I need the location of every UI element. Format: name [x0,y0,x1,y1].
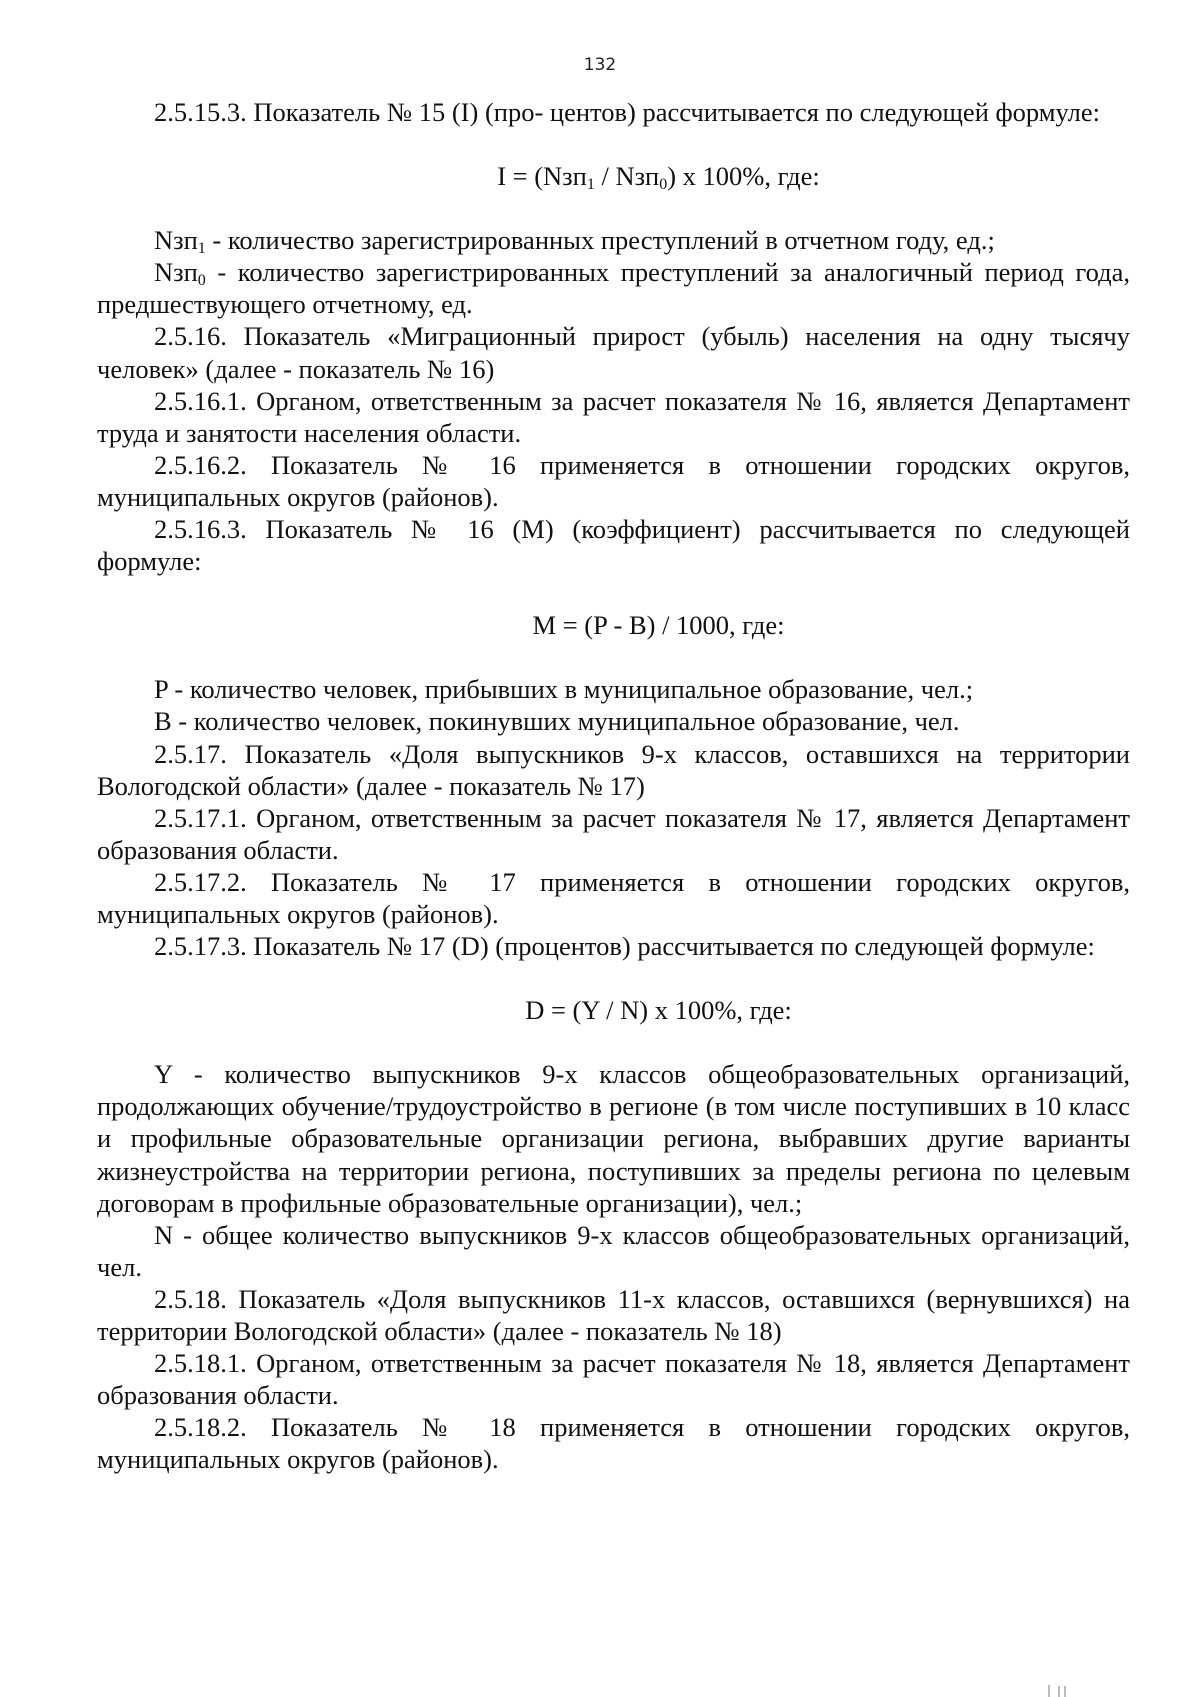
definition-p: P - количество человек, прибывших в муниципальное образование, чел.; [154,674,974,705]
definition-b: B - количество человек, покинувших муниципальное образование, чел. [154,706,960,737]
definition-y: Y - количество выпускников 9-х классов общеобразовательных организаций, продолжающих обучение/трудоустройство в регионе (в том числе поступивших в 10 класс и профильные образовательные организации региона, выбравших другие варианты жизнеустройства на территории региона, поступивших за пределы региона по целевым договорам в профильные образовательные организации), чел.; [97,1059,1130,1218]
paragraph-2-5-17: 2.5.17. Показатель «Доля выпускников 9-х классов, оставшихся на территории Вологодской области» (далее - показатель № 17) [97,738,1130,801]
paragraph-2-5-17-1: 2.5.17.1. Органом, ответственным за расчет показателя № 17, является Департамент образования области. [97,802,1130,865]
definition-nzp1: Nзп$_1$ - количество зарегистрированных преступлений в отчетном году, ед.; [154,225,995,258]
spacer [97,192,1130,224]
formula-indicator-16: M = (P - B) / 1000, где: [532,610,785,641]
paragraph-2-5-17-3: 2.5.17.3. Показатель № 17 (D) (процентов) рассчитывается по следующей формуле: [154,931,1095,962]
paragraph-2-5-16-1: 2.5.16.1. Органом, ответственным за расчет показателя № 16, является Департамент труда и занятости населения области. [97,385,1130,448]
spacer [97,962,1130,994]
spacer [97,577,1130,609]
paragraph-2-5-17-2: 2.5.17.2. Показатель № 17 применяется в отношении городских округов, муниципальных округов (районов). [97,866,1130,929]
scan-mark [1045,1683,1085,1697]
definition-nzp0: Nзп$_0$ - количество зарегистрированных преступлений за аналогичный период года, предшествующего отчетному, ед. [97,257,1130,320]
paragraph-2-5-16-3: 2.5.16.3. Показатель № 16 (M) (коэффициент) рассчитывается по следующей формуле: [97,514,1130,577]
document-body [97,96,1130,1475]
paragraph-2-5-15-3: 2.5.15.3. Показатель № 15 (I) (про- центов) рассчитывается по следующей формуле: [154,97,1100,127]
spacer [97,641,1130,673]
paragraph-2-5-16-2: 2.5.16.2. Показатель № 16 применяется в отношении городских округов, муниципальных округов (районов). [97,449,1130,512]
spacer [97,128,1130,160]
paragraph-2-5-18: 2.5.18. Показатель «Доля выпускников 11-х классов, оставшихся (вернувшихся) на территории Вологодской области» (далее - показатель № 18) [97,1283,1130,1346]
formula-indicator-17: D = (Y / N) x 100%, где: [525,995,792,1026]
formula-indicator-15: I = (Nзп$_1$ / Nзп$_0$) x 100%, где: [497,161,820,194]
paragraph-2-5-18-1: 2.5.18.1. Органом, ответственным за расчет показателя № 18, является Департамент образования области. [97,1348,1130,1411]
spacer [97,1026,1130,1058]
page-number: 132 [583,55,617,75]
definition-n: N - общее количество выпускников 9-х классов общеобразовательных организаций, чел. [97,1219,1130,1282]
paragraph-2-5-18-2: 2.5.18.2. Показатель № 18 применяется в отношении городских округов, муниципальных округов (районов). [97,1412,1130,1475]
paragraph-2-5-16: 2.5.16. Показатель «Миграционный прирост (убыль) населения на одну тысячу человек» (далее - показатель № 16) [97,321,1130,384]
